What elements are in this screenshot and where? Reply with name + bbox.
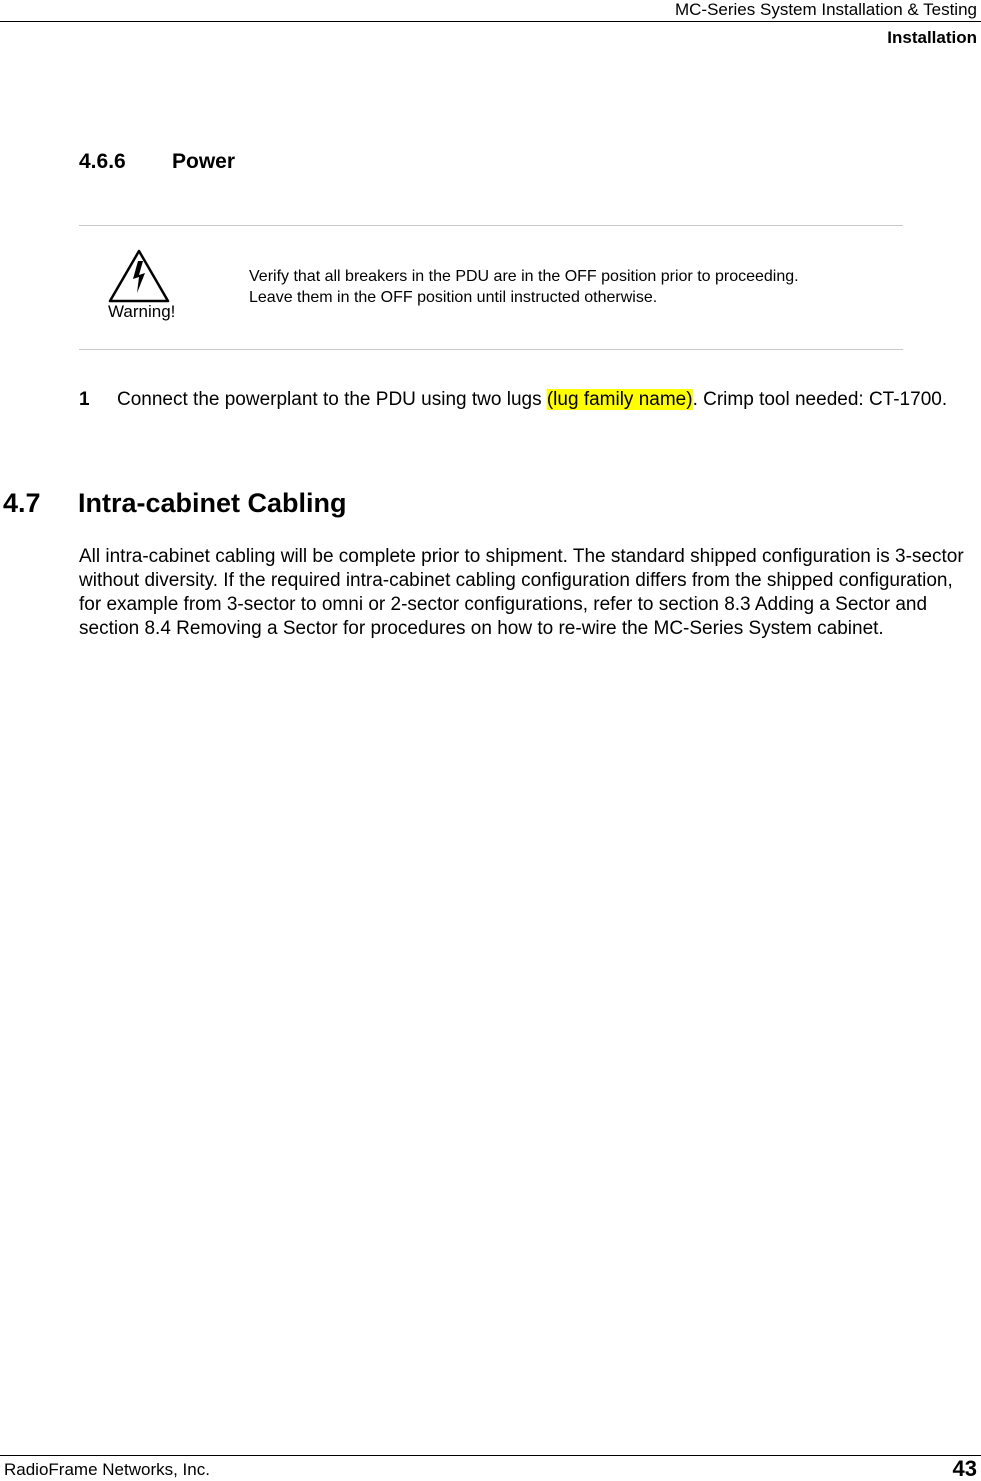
warning-line-1: Verify that all breakers in the PDU are in the OFF position prior to proceeding. [249,268,799,285]
footer-divider [0,1455,981,1456]
warning-bottom-divider [79,349,903,350]
subsection-number: 4.6.6 [79,150,126,173]
running-header-title: MC-Series System Installation & Testing [674,0,977,19]
step-text-end: . Crimp tool needed: CT-1700. [692,389,948,410]
warning-label: Warning! [108,302,176,321]
section-heading [3,487,347,519]
electrical-hazard-icon [108,249,170,303]
running-header-section: Installation [887,28,977,47]
step-text-start: Connect the powerplant to the PDU using two lugs [117,389,547,410]
warning-top-divider [79,225,903,226]
step-text [117,388,957,412]
section-title: Intra-cabinet Cabling [78,488,347,518]
subsection-title: Power [172,150,236,173]
page-number: 43 [952,1456,977,1481]
subsection-heading [79,150,235,174]
header-divider [0,21,981,22]
footer-company: RadioFrame Networks, Inc. [4,1460,210,1479]
step-number: 1 [79,389,90,410]
section-number: 4.7 [3,488,41,518]
section-body-paragraph: All intra-cabinet cabling will be complete prior to shipment. The standard shipped configuration is 3-sector without diversity. If the required intra-cabinet cabling configuration differs from the shipped configuration, for example from 3-sector to omni or 2-sector configurations, refer to section 8.3 Adding a Sector and section 8.4 Removing a Sector for procedures on how to re-wire the MC-Series System cabinet. [79,546,964,639]
highlighted-placeholder: (lug family name) [546,389,693,410]
warning-message [249,266,899,308]
warning-line-2: Leave them in the OFF position until instructed otherwise. [249,289,658,306]
